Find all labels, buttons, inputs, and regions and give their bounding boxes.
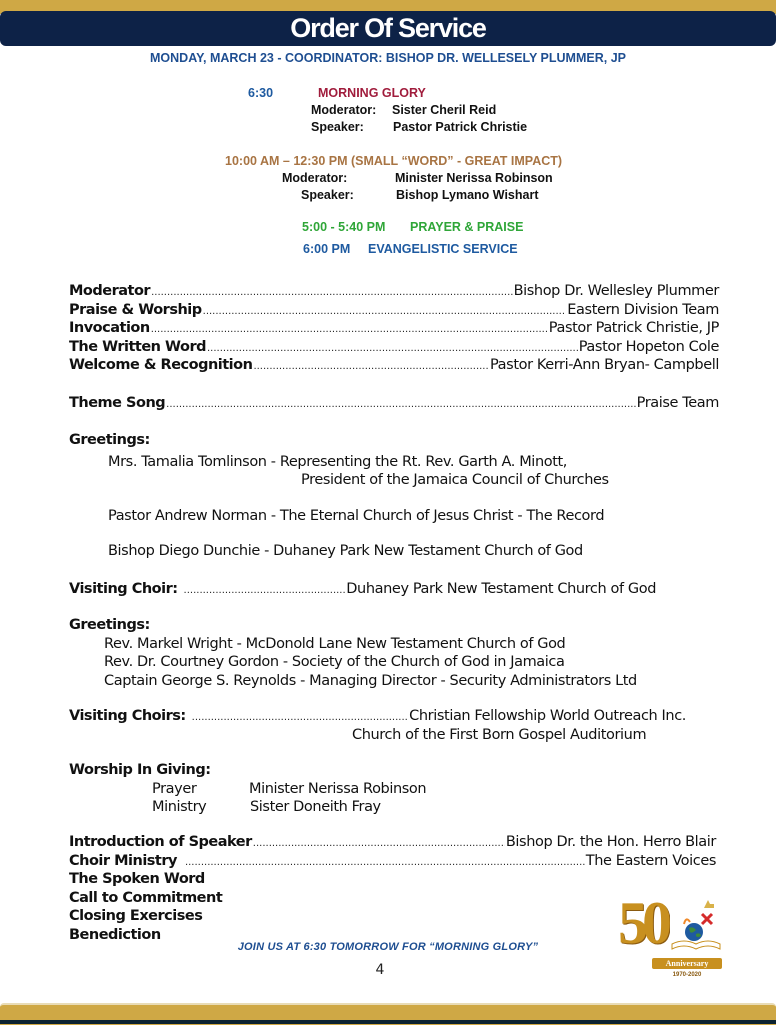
leader-dots xyxy=(151,284,513,303)
theme-song-section xyxy=(69,394,719,413)
footer-announcement: JOIN US AT 6:30 TOMORROW FOR “MORNING GLORY” xyxy=(237,941,539,953)
program-item-value: Duhaney Park New Testament Church of God xyxy=(346,581,656,597)
program-item-label: Theme Song xyxy=(69,395,166,411)
program-item xyxy=(69,580,656,599)
open-book-icon xyxy=(672,941,720,949)
program-item-label: Choir Ministry xyxy=(69,852,177,869)
program-item-label: Visiting Choirs: xyxy=(69,708,186,724)
midday-moderator-label: Moderator: xyxy=(282,171,348,185)
leader-dots xyxy=(203,303,567,322)
program-item xyxy=(69,319,719,338)
giving-name: Sister Doneith Fray xyxy=(250,799,381,815)
program-item xyxy=(69,707,686,726)
program-item-label: The Spoken Word xyxy=(69,871,205,887)
program-item-value: Bishop Dr. the Hon. Herro Blair xyxy=(505,834,716,850)
program-item xyxy=(69,338,719,357)
giving-role: Ministry xyxy=(152,799,207,815)
morning-speaker-label: Speaker: xyxy=(311,120,364,134)
morning-moderator-label: Moderator: xyxy=(311,103,377,117)
logo-artwork xyxy=(668,898,724,954)
leader-dots xyxy=(253,358,489,377)
evening-time: 6:00 PM xyxy=(303,242,351,256)
greeting-line: Captain George S. Reynolds - Managing Director - Security Administrators Ltd xyxy=(104,672,637,689)
program-item xyxy=(69,852,716,871)
greeting-line: Rev. Markel Wright - McDonold Lane New Testament Church of God xyxy=(104,635,566,652)
program-item xyxy=(69,870,716,889)
program-item-value: Praise Team xyxy=(636,395,719,411)
midday-moderator-line xyxy=(282,171,553,185)
greetings-heading: Greetings: xyxy=(69,432,150,448)
midday-speaker-line xyxy=(301,188,539,202)
program-item-label: Call to Commitment xyxy=(69,889,223,906)
logo-banner-text: Anniversary xyxy=(652,958,722,969)
globe-icon xyxy=(685,923,703,941)
greeting-line: Mrs. Tamalia Tomlinson - Representing the Rt. Rev. Garth A. Minott, xyxy=(108,453,567,470)
leader-dots xyxy=(185,854,585,873)
giving-row xyxy=(69,780,719,799)
midday-speaker-label: Speaker: xyxy=(301,188,354,202)
prayer-time: 5:00 - 5:40 PM xyxy=(302,220,386,234)
leader-dots xyxy=(184,582,346,601)
greeting-line: Bishop Diego Dunchie - Duhaney Park New Testament Church of God xyxy=(108,543,583,559)
greetings-heading: Greetings: xyxy=(69,617,150,633)
greeting-line: President of the Jamaica Council of Churches xyxy=(301,472,609,488)
anniversary-logo xyxy=(618,892,724,984)
worship-giving-section xyxy=(69,761,719,817)
program-item-label: Benediction xyxy=(69,926,161,943)
logo-number: 50 xyxy=(618,892,666,954)
program-item-label: Introduction of Speaker xyxy=(69,834,252,850)
page-title: Order Of Service xyxy=(290,13,486,43)
midday-speaker: Bishop Lymano Wishart xyxy=(396,188,539,202)
giving-row xyxy=(69,798,719,817)
visiting-choirs-section xyxy=(69,707,686,744)
crown-icon xyxy=(704,900,714,908)
midday-heading: 10:00 AM – 12:30 PM (SMALL “WORD” - GREAT IMPACT) xyxy=(225,154,563,168)
evening-name: EVANGELISTIC SERVICE xyxy=(368,242,518,256)
greeting-line: Pastor Andrew Norman - The Eternal Church of Jesus Christ - The Record xyxy=(108,507,605,524)
morning-name: MORNING GLORY xyxy=(318,86,426,100)
leader-dots xyxy=(253,835,505,854)
program-item-label: Visiting Choir: xyxy=(69,581,178,597)
program-item-label: Invocation xyxy=(69,320,150,336)
program-item-value: Pastor Hopeton Cole xyxy=(578,338,719,355)
morning-speaker: Pastor Patrick Christie xyxy=(393,120,528,134)
program-item-value: Bishop Dr. Wellesley Plummer xyxy=(513,283,719,299)
visiting-choir-section xyxy=(69,580,656,599)
program-item xyxy=(69,394,719,413)
giving-name: Minister Nerissa Robinson xyxy=(249,780,427,797)
leader-dots xyxy=(192,709,409,728)
morning-speaker-line xyxy=(311,120,527,134)
evening-line xyxy=(303,242,518,256)
program-item-value: Pastor Kerri-Ann Bryan- Campbell xyxy=(489,357,719,373)
program-item-value: Church of the First Born Gospel Auditorium xyxy=(352,726,647,743)
bottom-navy-band xyxy=(0,1020,776,1024)
program-item-value: Eastern Division Team xyxy=(567,301,719,318)
program-item-value: Christian Fellowship World Outreach Inc. xyxy=(409,708,686,724)
program-item xyxy=(69,301,719,320)
program-item-label: Welcome & Recognition xyxy=(69,357,253,373)
prayer-line xyxy=(302,220,523,234)
title-bar xyxy=(0,11,776,46)
leader-dots xyxy=(151,321,548,340)
giving-heading: Worship In Giving: xyxy=(69,762,211,778)
day-coordinator-subtitle: MONDAY, MARCH 23 - COORDINATOR: BISHOP DR. WELLESELY PLUMMER, JP xyxy=(150,51,626,65)
program-item-label: Closing Exercises xyxy=(69,908,203,924)
program-item-value: Pastor Patrick Christie, JP xyxy=(548,320,719,336)
program-item-label: Moderator xyxy=(69,283,151,299)
program-item xyxy=(69,833,716,852)
program-item-label: The Written Word xyxy=(69,338,206,355)
greetings-section-2 xyxy=(69,616,719,690)
morning-heading xyxy=(248,86,426,100)
greetings-section-1 xyxy=(69,431,719,561)
greeting-line: Rev. Dr. Courtney Gordon - Society of the Church of God in Jamaica xyxy=(104,654,565,670)
morning-moderator: Sister Cheril Reid xyxy=(392,103,497,117)
program-list-top xyxy=(69,282,719,375)
midday-moderator: Minister Nerissa Robinson xyxy=(395,171,553,185)
giving-role: Prayer xyxy=(152,780,197,797)
page-number: 4 xyxy=(375,962,385,978)
program-item xyxy=(69,356,719,375)
morning-time: 6:30 xyxy=(248,86,274,100)
flame-icon xyxy=(684,919,690,924)
leader-dots xyxy=(166,396,635,415)
morning-moderator-line xyxy=(311,103,496,117)
cross-icon xyxy=(702,914,712,924)
logo-years: 1970-2020 xyxy=(672,972,702,978)
program-item-label: Praise & Worship xyxy=(69,301,202,318)
program-item xyxy=(69,282,719,301)
prayer-name: PRAYER & PRAISE xyxy=(410,220,524,234)
program-item-value: The Eastern Voices xyxy=(585,852,716,869)
